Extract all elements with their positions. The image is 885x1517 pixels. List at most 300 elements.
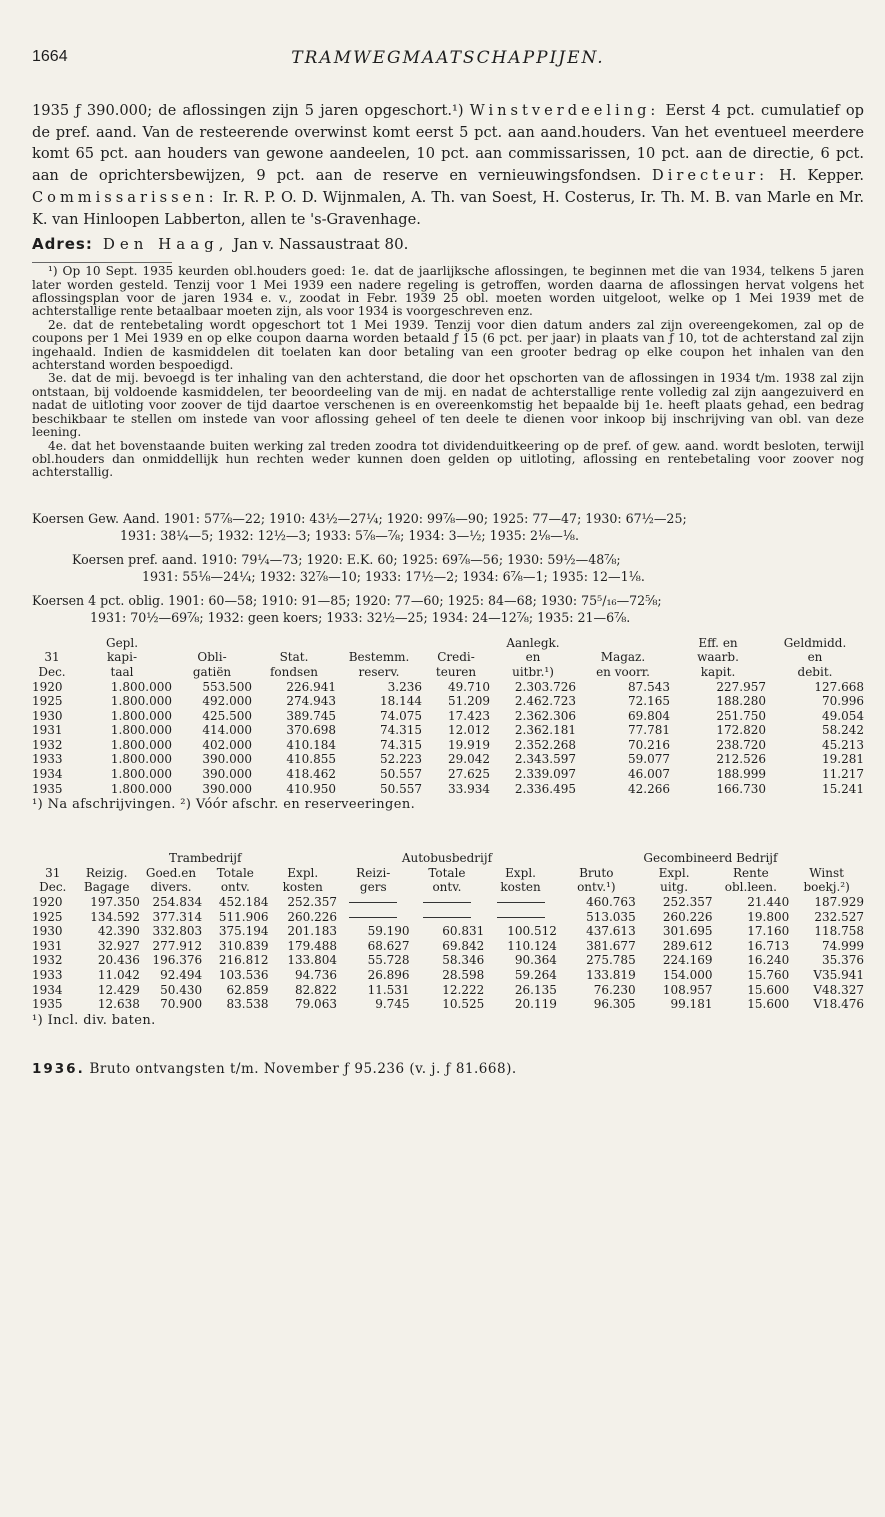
empty-dash <box>497 917 545 918</box>
table-cell: 59.077 <box>628 752 670 767</box>
table-cell: 511.906 <box>218 909 269 924</box>
table-cell: 83.538 <box>226 997 269 1012</box>
table-cell: 100.512 <box>507 924 557 939</box>
column-header: Totale <box>428 865 466 880</box>
column-header: ontv. <box>432 880 462 895</box>
table-cell: 277.912 <box>152 938 203 953</box>
table-cell: 381.677 <box>586 938 636 953</box>
table-cell: 74.315 <box>380 737 422 752</box>
column-header: Credi- <box>437 650 475 665</box>
group-gecombineerd: Gecombineerd Bedrijf <box>643 851 778 866</box>
year-cell: 1925 <box>32 694 63 709</box>
column-header: kosten <box>500 880 541 895</box>
footnote-paragraph-3: 3e. dat de mij. bevoegd is ter inhaling van den achterstand, die door het opschorten van de aflossingen in 1934 t/m. 1938 zal zijn ontstaan, bij voldoende kasmiddelen, ter beoordeeling van de mij. en nadat de achterstallige rente volledig zal zijn aangezuiverd en nadat de uitloting voor zoover de tijd daartoe verschenen is en overeenkomstig het bepaalde bij 1e. heeft plaats gehad, een bedrag beschikbaar te stellen om instede van voor aflossing geheel of ten deele te dienen voor inkoop bij inschrijving van obl. van deze leening. <box>32 371 864 440</box>
table-cell: V35.941 <box>813 968 864 982</box>
year-cell: 1933 <box>32 968 63 982</box>
table-cell: 12.012 <box>448 723 490 738</box>
exploitation-table <box>32 851 864 1012</box>
balance-table <box>32 636 864 797</box>
column-header <box>336 636 422 651</box>
table-cell: 1.800.000 <box>110 723 172 738</box>
column-header: boekj.²) <box>803 880 850 895</box>
table-cell: 49.054 <box>822 708 864 723</box>
column-header: gatiën <box>192 664 232 679</box>
table-cell: 2.336.495 <box>514 781 576 796</box>
exploitation-table-note: ¹) Incl. div. baten. <box>32 1012 156 1028</box>
column-header: Reizi- <box>356 865 391 880</box>
table-cell: 90.364 <box>514 953 557 968</box>
column-header: Expl. <box>658 865 690 880</box>
column-header: reserv. <box>358 664 400 679</box>
intro-text-b: Eerst 4 pct. cumulatief op de pref. aand. Van de resteerende overwinst komt eerst 5 pct. aan aand.houders. Van het eventueel meerdere komt 65 pct. aan houders van gewone aandeelen, 10 pct. aan commissarissen, 10 pct. aan de directie, 6 pct. aan de oprichtersbewijzen, 9 pct. aan de reserve en vernieuwingsfondsen. <box>32 102 864 185</box>
column-header <box>422 636 490 651</box>
table-cell: 68.627 <box>367 938 410 953</box>
table-cell: 260.226 <box>287 909 337 924</box>
footnote-paragraph-4: 4e. dat het bovenstaande buiten werking zal treden zoodra tot dividenduitkeering op de pref. of gew. aand. wordt besloten, terwijl obl.houders dan onmiddellijk hun rechten weder kunnen doen gelden op uitloting, aflossing en rentebetaling voor zoover nog achterstallig. <box>32 438 864 480</box>
table-cell: 51.209 <box>448 694 490 709</box>
balance-header-row-1 <box>32 636 864 651</box>
prices-pref-line-1: Koersen pref. aand. 1910: 79¼—73; 1920: E.K. 60; 1925: 69⅞—56; 1930: 59½—48⅞; <box>72 551 621 567</box>
table-cell: 27.625 <box>448 767 490 782</box>
column-header: teuren <box>435 664 477 679</box>
column-header: ontv.¹) <box>577 880 616 895</box>
table-cell: 45.213 <box>822 737 864 752</box>
exploitation-table-header <box>32 851 864 895</box>
table-cell: 390.000 <box>202 767 252 782</box>
table-cell: 216.812 <box>218 953 269 968</box>
table-cell: 19.919 <box>448 737 490 752</box>
column-header: obl.leen. <box>724 880 777 895</box>
group-trambedrijf: Trambedrijf <box>168 851 242 866</box>
table-cell: 94.736 <box>294 968 337 982</box>
table-cell: 82.822 <box>294 982 337 997</box>
column-header: Obli- <box>197 650 227 665</box>
table-cell: 87.543 <box>628 679 670 694</box>
column-header: Aanlegk. <box>506 635 560 650</box>
table-cell: 2.343.597 <box>514 752 576 767</box>
table-cell: 275.785 <box>586 953 636 968</box>
table-cell: 74.315 <box>380 723 422 738</box>
column-header: uitbr.¹) <box>512 664 554 679</box>
column-header: Magaz. <box>600 650 646 665</box>
table-cell: 1.800.000 <box>110 737 172 752</box>
table-cell: 70.216 <box>628 737 670 752</box>
footnote <box>32 265 864 480</box>
table-cell: 58.242 <box>822 723 864 738</box>
table-cell: 29.042 <box>448 752 490 767</box>
table-cell: 252.357 <box>662 895 713 910</box>
running-title: TRAMWEGMAATSCHAPPIJEN. <box>291 48 605 68</box>
table-cell: 50.557 <box>380 781 422 796</box>
table-cell: 414.000 <box>202 723 252 738</box>
table-cell <box>410 895 485 910</box>
table-cell: 452.184 <box>218 895 269 910</box>
table-cell: 226.941 <box>286 679 336 694</box>
column-header: divers. <box>150 880 192 895</box>
table-cell: 12.429 <box>97 982 140 997</box>
table-cell <box>484 910 557 925</box>
table-cell: 17.160 <box>747 924 790 939</box>
table-cell: 224.169 <box>662 953 713 968</box>
directeur-label: Directeur: <box>652 167 768 185</box>
table-cell: 21.440 <box>747 895 790 910</box>
table-cell: 59.190 <box>367 924 410 939</box>
table-row <box>32 680 864 695</box>
table-cell: 437.613 <box>586 924 636 939</box>
table-row <box>32 939 864 954</box>
table-cell: 402.000 <box>202 737 252 752</box>
table-cell: 2.303.726 <box>514 679 576 694</box>
table-cell: 9.745 <box>375 997 410 1012</box>
table-cell: 1.800.000 <box>110 781 172 796</box>
table-cell: 251.750 <box>716 708 766 723</box>
table-cell: 238.720 <box>716 737 766 752</box>
table-cell: 166.730 <box>716 781 766 796</box>
table-cell: 460.763 <box>586 895 636 910</box>
column-header: en voorr. <box>596 664 650 679</box>
column-header: Expl. <box>505 865 536 880</box>
footnote-paragraph-1: ¹) Op 10 Sept. 1935 keurden obl.houders goed: 1e. dat de jaarlijksche aflossingen, te beginnen met die van 1934, telkens 5 jaren later worden gesteld. Tenzij voor 1 Mei 1939 een nadere regeling is getroffen, worden daarna de aflossingen hervat volgens het aflossingsplan voor de jaren 1934 e. v., zoodat in Febr. 1939 25 obl. moeten worden uitgeloot, welke op 1 Mei 1939 met de achterstallige rente betaalbaar moeten zijn, als voor 1934 is voorgeschreven enz. <box>32 264 864 319</box>
year-cell: 1935 <box>32 997 63 1012</box>
table-cell: 16.713 <box>747 938 790 953</box>
table-cell: 418.462 <box>286 767 336 782</box>
table-cell: 492.000 <box>202 694 252 709</box>
column-header: Goed.en <box>145 865 197 880</box>
table-cell: 1.800.000 <box>110 694 172 709</box>
table-cell: 154.000 <box>662 968 713 982</box>
table-cell: 332.803 <box>152 924 203 939</box>
page <box>32 48 864 1077</box>
table-cell: 49.710 <box>448 679 490 694</box>
table-cell: 232.527 <box>814 909 864 924</box>
column-header: debit. <box>797 664 833 679</box>
table-cell: 377.314 <box>152 909 203 924</box>
table-cell: 42.390 <box>97 924 140 939</box>
table-cell: 70.900 <box>160 997 203 1012</box>
address-city: Den Haag, <box>102 235 229 254</box>
column-header: kapit. <box>700 664 736 679</box>
column-header: Bagage <box>83 880 130 895</box>
table-cell: 133.819 <box>586 968 636 982</box>
table-row <box>32 738 864 753</box>
footnote-divider <box>32 262 172 263</box>
column-header: waarb. <box>697 650 739 665</box>
table-cell: 410.855 <box>286 752 336 767</box>
column-header: Rente <box>732 865 769 880</box>
table-cell: 15.600 <box>747 982 790 997</box>
table-cell: 18.144 <box>380 694 422 709</box>
table-cell: 76.230 <box>593 982 636 997</box>
year-cell: 1931 <box>32 723 63 738</box>
table-cell: 26.896 <box>367 968 410 982</box>
table-cell: 389.745 <box>286 708 336 723</box>
balance-table-note: ¹) Na afschrijvingen. ²) Vóór afschr. en reserveeringen. <box>32 797 416 813</box>
table-cell: 410.184 <box>286 737 336 752</box>
company-description <box>32 100 864 230</box>
table-cell: 425.500 <box>202 708 252 723</box>
balance-header-row-2 <box>32 650 864 665</box>
table-cell: 16.240 <box>747 953 790 968</box>
table-cell: 513.035 <box>586 909 636 924</box>
table-cell: 108.957 <box>662 982 713 997</box>
table-cell: 2.462.723 <box>514 694 576 709</box>
table-cell <box>484 895 557 910</box>
year-cell: 1930 <box>32 924 63 939</box>
table-cell: 92.494 <box>160 968 203 982</box>
table-cell: 11.042 <box>97 968 140 982</box>
table-cell: 58.346 <box>442 953 485 968</box>
column-header: 31 <box>45 865 61 880</box>
intro-text-c: H. Kepper. <box>768 167 864 185</box>
address-street: Jan v. Nassaustraat 80. <box>228 235 409 254</box>
share-prices <box>32 510 864 626</box>
table-cell: 310.839 <box>218 938 269 953</box>
table-cell: 46.007 <box>628 767 670 782</box>
table-cell: V48.327 <box>813 982 864 997</box>
column-header: 31 <box>44 650 60 665</box>
table-cell: 50.430 <box>160 982 203 997</box>
table-cell: 134.592 <box>90 909 140 924</box>
table-cell: 15.241 <box>822 781 864 796</box>
table-cell: 179.488 <box>287 938 337 953</box>
table-row <box>32 924 864 939</box>
table-cell: 77.781 <box>628 723 670 738</box>
table-cell: 3.236 <box>387 679 422 694</box>
table-cell: 553.500 <box>202 679 252 694</box>
table-cell: 79.063 <box>294 997 337 1012</box>
table-cell: 28.598 <box>442 968 485 982</box>
table-cell <box>410 910 485 925</box>
table-cell: 72.165 <box>628 694 670 709</box>
table-cell: 188.999 <box>716 767 766 782</box>
table-cell: 370.698 <box>286 723 336 738</box>
table-cell: 133.804 <box>287 953 337 968</box>
table-cell: 1.800.000 <box>110 767 172 782</box>
table-cell: 260.226 <box>662 909 713 924</box>
prices-pref-line-2: 1931: 55⅛—24¼; 1932: 32⅞—10; 1933: 17½—2; 1934: 6⅞—1; 1935: 12—1⅛. <box>142 568 645 584</box>
year-cell: 1920 <box>32 895 63 910</box>
balance-header-row-3 <box>32 665 864 680</box>
page-header <box>32 48 864 76</box>
table-cell: 2.362.181 <box>514 723 576 738</box>
table-cell: 410.950 <box>286 781 336 796</box>
table-cell: 390.000 <box>202 781 252 796</box>
table-row <box>32 910 864 925</box>
table-cell: 2.352.268 <box>514 737 576 752</box>
column-header: Dec. <box>38 664 66 679</box>
table-row <box>32 782 864 797</box>
table-cell: 15.760 <box>747 968 790 982</box>
table-cell: 20.436 <box>97 953 140 968</box>
table-cell: 11.531 <box>367 982 410 997</box>
table-cell: 103.536 <box>218 968 269 982</box>
table-cell: 69.842 <box>442 938 485 953</box>
table-row <box>32 997 864 1012</box>
table-cell: 187.929 <box>814 895 864 910</box>
column-header: Dec. <box>39 880 67 895</box>
table-cell: 70.996 <box>822 694 864 709</box>
table-cell: 1.800.000 <box>110 708 172 723</box>
table-cell: 274.943 <box>286 694 336 709</box>
intro-text-d: Ir. R. P. O. D. Wijnmalen, A. Th. van Soest, H. Costerus, Ir. Th. M. B. van Marle en Mr. K. van Hinloopen Labberton, allen te 's-Gravenhage. <box>32 188 864 228</box>
table-cell: 227.957 <box>716 679 766 694</box>
year-cell: 1932 <box>32 953 63 968</box>
column-header: taal <box>110 664 134 679</box>
year-cell: 1933 <box>32 752 63 767</box>
year-cell: 1920 <box>32 679 63 694</box>
table-row <box>32 953 864 968</box>
year-cell: 1930 <box>32 708 63 723</box>
column-header: Expl. <box>287 865 319 880</box>
table-cell: 1.800.000 <box>110 752 172 767</box>
table-cell: 201.183 <box>287 924 337 939</box>
commissarissen-label: Commissarissen: <box>32 188 218 206</box>
table-cell: 50.557 <box>380 767 422 782</box>
table-cell: 110.124 <box>507 938 557 953</box>
table-cell: 17.423 <box>448 708 490 723</box>
table-cell: 42.266 <box>628 781 670 796</box>
table-cell: 127.668 <box>814 679 864 694</box>
footnote-paragraph-2: 2e. dat de rentebetaling wordt opgeschort tot 1 Mei 1939. Tenzij voor dien datum anders zal zijn overeengekomen, zal op de coupons per 1 Mei 1939 en op elke coupon daarna worden betaald ƒ 15 (6 pct. per jaar) in plaats van ƒ 10, tot de achterstand zal zijn ingehaald. Indien de kasmiddelen dit toelaten kan door betaling van een grooter bedrag op elke coupon het inhalen van den achterstand worden bespoedigd. <box>32 317 864 373</box>
column-header: ontv. <box>220 880 250 895</box>
table-cell: 33.934 <box>448 781 490 796</box>
exploitation-table-body <box>32 895 864 1012</box>
column-header <box>172 636 252 651</box>
table-cell <box>337 910 410 925</box>
table-cell: 188.280 <box>716 694 766 709</box>
table-cell: 289.612 <box>662 938 713 953</box>
column-header: gers <box>359 880 387 895</box>
year-cell: 1931 <box>32 938 63 953</box>
exploitation-header-row-2 <box>32 866 864 881</box>
table-cell: 252.357 <box>287 895 337 910</box>
table-cell: 99.181 <box>670 997 713 1012</box>
table-cell: 301.695 <box>662 924 713 939</box>
column-header: Totale <box>216 865 254 880</box>
table-cell: 118.758 <box>814 924 864 939</box>
address-label: Adres: <box>32 235 93 254</box>
table-cell: 15.600 <box>747 997 790 1012</box>
empty-dash <box>497 902 545 903</box>
prices-gew-line-1: Koersen Gew. Aand. 1901: 57⅞—22; 1910: 43½—27¼; 1920: 99⅞—90; 1925: 77—47; 1930: 67½—25; <box>32 510 687 526</box>
year-cell: 1934 <box>32 982 63 997</box>
table-cell: 96.305 <box>593 997 636 1012</box>
final-text: Bruto ontvangsten t/m. November ƒ 95.236 (v. j. ƒ 81.668). <box>84 1060 517 1077</box>
table-cell: 55.728 <box>367 953 410 968</box>
column-header: Winst <box>809 865 844 880</box>
table-row <box>32 983 864 998</box>
column-header: kosten <box>282 880 323 895</box>
page-number: 1664 <box>32 48 68 65</box>
column-header <box>32 636 72 651</box>
empty-dash <box>423 917 471 918</box>
column-header: Reizig. <box>85 865 128 880</box>
table-cell: 74.075 <box>380 708 422 723</box>
table-cell: 2.362.306 <box>514 708 576 723</box>
column-header: uitg. <box>660 880 689 895</box>
final-year: 1936. <box>32 1060 85 1077</box>
table-cell <box>337 895 410 910</box>
address-line <box>32 232 864 256</box>
table-cell: 12.638 <box>97 997 140 1012</box>
table-row <box>32 767 864 782</box>
table-cell: 212.526 <box>716 752 766 767</box>
table-cell: 390.000 <box>202 752 252 767</box>
exploitation-group-row <box>32 851 864 866</box>
table-cell: 197.350 <box>90 895 140 910</box>
table-cell: 10.525 <box>442 997 485 1012</box>
table-cell: 19.800 <box>747 909 790 924</box>
table-cell: 254.834 <box>152 895 203 910</box>
table-cell: 12.222 <box>442 982 485 997</box>
table-row <box>32 723 864 738</box>
column-header <box>252 636 336 651</box>
empty-dash <box>349 902 397 903</box>
year-cell: 1935 <box>32 781 63 796</box>
table-cell: 69.804 <box>628 708 670 723</box>
column-header: fondsen <box>269 664 319 679</box>
table-row <box>32 968 864 983</box>
final-line <box>32 1061 864 1077</box>
table-cell: 32.927 <box>97 938 140 953</box>
table-cell: V18.476 <box>813 997 864 1012</box>
column-header: Gepl. <box>105 635 139 650</box>
balance-table-header <box>32 636 864 680</box>
table-cell: 375.194 <box>218 924 269 939</box>
intro-text-a: 1935 ƒ 390.000; de aflossingen zijn 5 jaren opgeschort.¹) <box>32 102 470 119</box>
prices-obl-line-1: Koersen 4 pct. oblig. 1901: 60—58; 1910: 91—85; 1920: 77—60; 1925: 84—68; 1930: 75⁵/₁₆—72⅝; <box>32 592 662 608</box>
column-header: Eff. en <box>698 635 738 650</box>
prices-gew-line-2: 1931: 38¼—5; 1932: 12½—3; 1933: 5⅞—⅞; 1934: 3—½; 1935: 2⅛—⅛. <box>120 527 579 543</box>
column-header: en <box>807 650 823 665</box>
column-header: Geldmidd. <box>783 635 847 650</box>
table-row <box>32 895 864 910</box>
table-cell: 11.217 <box>822 767 864 782</box>
table-cell: 26.135 <box>514 982 557 997</box>
empty-dash <box>423 902 471 903</box>
empty-dash <box>349 917 397 918</box>
exploitation-header-row-3 <box>32 880 864 895</box>
table-cell: 172.820 <box>716 723 766 738</box>
table-cell: 20.119 <box>514 997 557 1012</box>
table-row <box>32 694 864 709</box>
column-header: Bruto <box>579 865 614 880</box>
column-header: kapi- <box>107 650 137 665</box>
winstverdeeling-label: Winstverdeeling: <box>469 102 660 119</box>
table-cell: 1.800.000 <box>110 679 172 694</box>
column-header: Bestemm. <box>348 650 410 665</box>
table-cell: 19.281 <box>822 752 864 767</box>
table-cell: 35.376 <box>822 953 864 968</box>
balance-table-body <box>32 680 864 797</box>
table-cell: 74.999 <box>822 938 864 953</box>
year-cell: 1925 <box>32 909 63 924</box>
column-header: en <box>525 650 541 665</box>
year-cell: 1932 <box>32 737 63 752</box>
column-header <box>576 636 670 651</box>
prices-obl-line-2: 1931: 70½—69⅞; 1932: geen koers; 1933: 32½—25; 1934: 24—12⅞; 1935: 21—6⅞. <box>90 609 631 625</box>
table-cell: 62.859 <box>226 982 269 997</box>
table-cell: 52.223 <box>380 752 422 767</box>
group-autobusbedrijf: Autobusbedrijf <box>401 851 493 866</box>
table-cell: 59.264 <box>514 968 557 982</box>
column-header: Stat. <box>279 650 309 665</box>
table-row <box>32 752 864 767</box>
table-row <box>32 709 864 724</box>
table-cell: 2.339.097 <box>514 767 576 782</box>
year-cell: 1934 <box>32 767 63 782</box>
table-cell: 60.831 <box>442 924 485 939</box>
